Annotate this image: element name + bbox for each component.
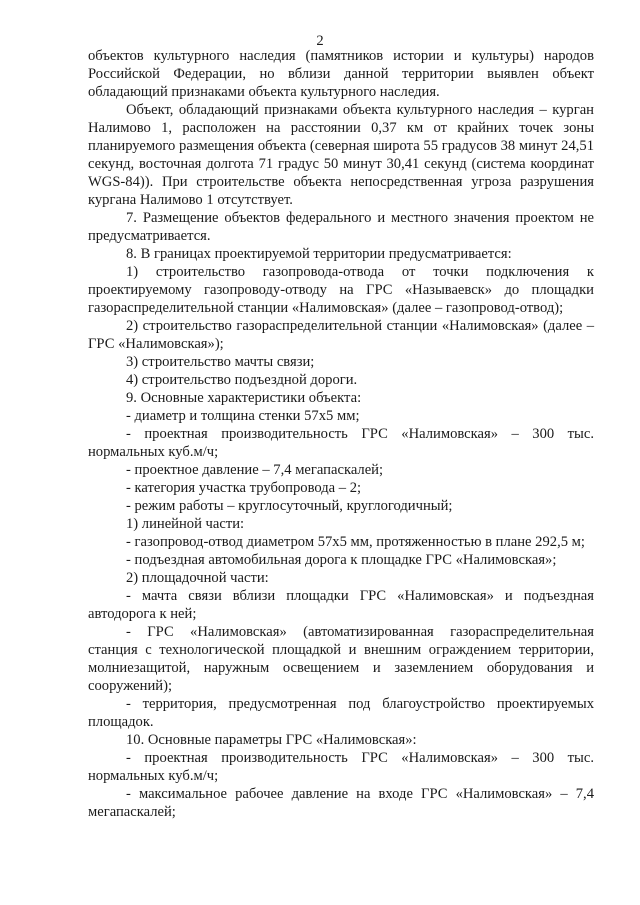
list-item: - проектная производительность ГРС «Налимовская» – 300 тыс. нормальных куб.м/ч; [88,750,594,784]
list-item: - подъездная автомобильная дорога к площадке ГРС «Налимовская»; [126,552,557,568]
list-item: - проектная производительность ГРС «Налимовская» – 300 тыс. нормальных куб.м/ч; [88,426,594,460]
paragraph: 7. Размещение объектов федерального и местного значения проектом не предусматривается. [88,210,594,244]
list-item: - категория участка трубопровода – 2; [126,480,362,496]
paragraph: 10. Основные параметры ГРС «Налимовская»: [126,732,417,748]
paragraph: 9. Основные характеристики объекта: [126,390,362,406]
list-item: - проектное давление – 7,4 мегапаскалей; [126,462,384,478]
list-item: - режим работы – круглосуточный, круглогодичный; [126,498,453,514]
list-item: - газопровод-отвод диаметром 57х5 мм, протяженностью в плане 292,5 м; [126,534,585,550]
paragraph: 3) строительство мачты связи; [126,354,315,370]
paragraph: объектов культурного наследия (памятников истории и культуры) народов Российской Федерации, но вблизи данной территории выявлен объект обладающий признаками объекта культурного наследия. [88,48,594,100]
paragraph: 4) строительство подъездной дороги. [126,372,358,388]
paragraph: 1) линейной части: [126,516,245,532]
list-item: - территория, предусмотренная под благоустройство проектируемых площадок. [88,696,594,730]
paragraph: 1) строительство газопровода-отвода от точки подключения к проектируемому газопроводу-отводу на ГРС «Называевск» до площадки газораспределительной станции «Налимовская» (далее – газопровод-отвод); [88,264,594,316]
page-number: 2 [316,33,324,49]
list-item: - мачта связи вблизи площадки ГРС «Налимовская» и подъездная автодорога к ней; [88,588,594,622]
document-body [88,47,594,821]
paragraph: 2) площадочной части: [126,570,269,586]
paragraph: 8. В границах проектируемой территории предусматривается: [126,246,512,262]
list-item: - максимальное рабочее давление на входе ГРС «Налимовская» – 7,4 мегапаскалей; [88,786,594,820]
list-item: - диаметр и толщина стенки 57х5 мм; [126,408,360,424]
paragraph: Объект, обладающий признаками объекта культурного наследия – курган Налимово 1, расположен на расстоянии 0,37 км от крайних точек зоны планируемого размещения объекта (северная широта 55 градусов 38 минут 24,51 секунд, восточная долгота 71 градус 50 минут 30,41 секунд (система координат WGS-84)). При строительстве объекта непосредственная угроза разрушения кургана Налимово 1 отсутствует. [88,102,594,208]
paragraph: 2) строительство газораспределительной станции «Налимовская» (далее – ГРС «Налимовская»); [88,318,594,352]
list-item: - ГРС «Налимовская» (автоматизированная газораспределительная станция с технологической площадкой и внешним ограждением территории, молниезащитой, наружным освещением и заземлением оборудования и сооружений); [88,624,594,694]
